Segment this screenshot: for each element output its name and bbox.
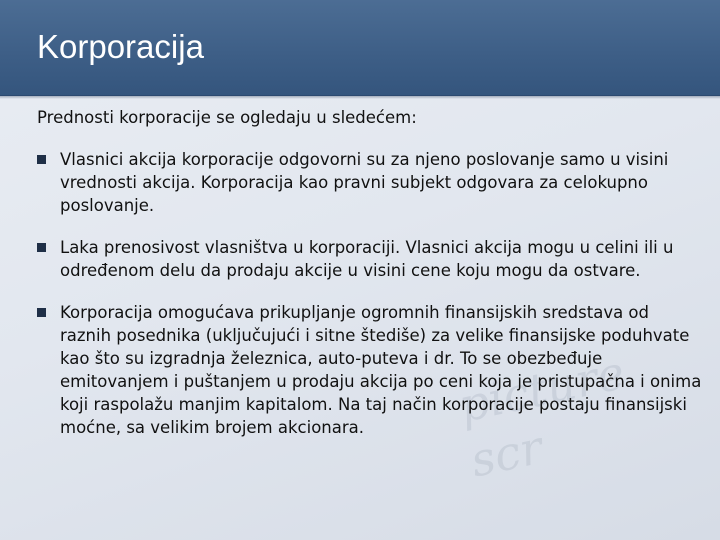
bullet-list bbox=[37, 148, 703, 439]
bullet-item bbox=[37, 148, 703, 217]
slide-content bbox=[37, 106, 703, 458]
bullet-text: Laka prenosivost vlasništva u korporaciji. Vlasnici akcija mogu u celini ili u određenom delu da prodaju akcije u visini cene koju mogu da ostvare. bbox=[60, 238, 674, 280]
intro-text: Prednosti korporacije se ogledaju u sledećem: bbox=[37, 108, 417, 127]
square-bullet-icon bbox=[37, 243, 46, 252]
title-bar bbox=[0, 0, 720, 96]
bullet-item bbox=[37, 236, 703, 282]
background-watermark: picture scr bbox=[454, 345, 630, 488]
bullet-text: Korporacija omogućava prikupljanje ogromnih finansijskih sredstava od raznih posednika (uključujući i sitne štediše) za velike finansijske poduhvate kao što su izgradnja železnica, auto-puteva i dr. To se obezbeđuje emitovanjem i puštanjem u prodaju akcija po ceni koja je pristupačna i onima koji raspolažu manjim kapitalom. Na taj način korporacije postaju finansijski moćne, sa velikim brojem akcionara. bbox=[60, 303, 702, 437]
bullet-item bbox=[37, 301, 703, 439]
square-bullet-icon bbox=[37, 155, 46, 164]
slide-title: Korporacija bbox=[37, 28, 204, 65]
square-bullet-icon bbox=[37, 308, 46, 317]
bullet-text: Vlasnici akcija korporacije odgovorni su za njeno poslovanje samo u visini vrednosti akcija. Korporacija kao pravni subjekt odgovara za celokupno poslovanje. bbox=[60, 150, 669, 215]
